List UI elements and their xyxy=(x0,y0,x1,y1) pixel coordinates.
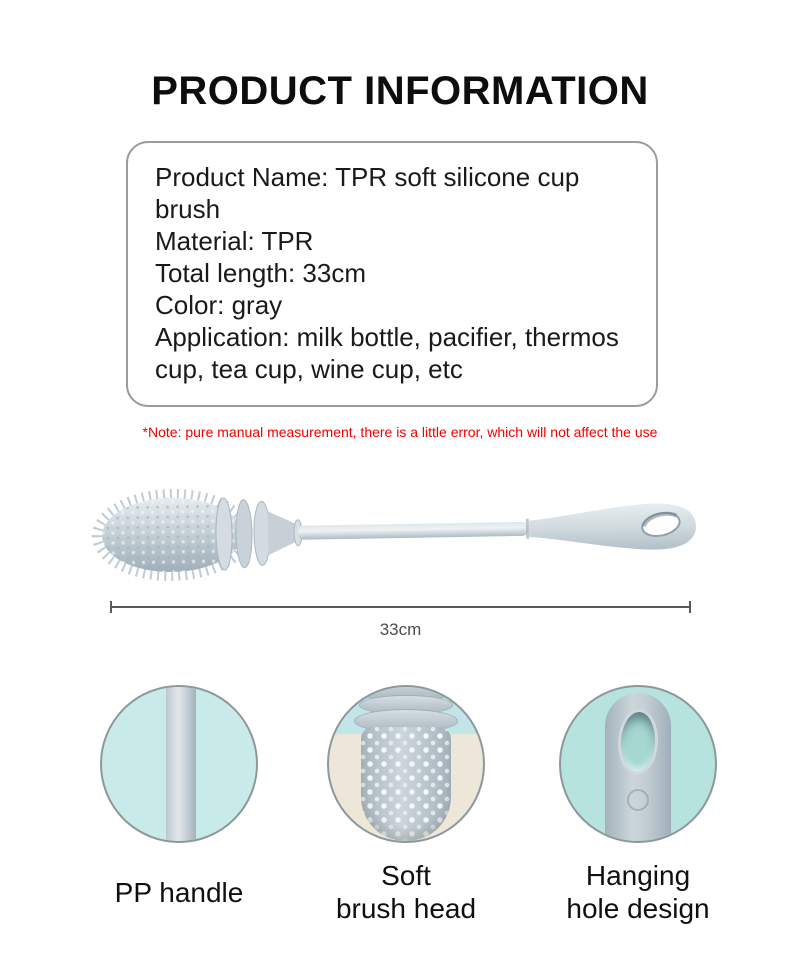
dimension-line xyxy=(110,606,691,608)
pp-handle-closeup-image xyxy=(100,685,258,843)
hanging-hole-icon xyxy=(616,708,659,776)
info-line-color: Color: gray xyxy=(155,290,283,320)
brush-ring xyxy=(235,500,252,568)
feature-label-hanging-hole xyxy=(528,857,748,927)
brush-body xyxy=(97,486,696,576)
feature-label-pp-handle xyxy=(69,857,289,927)
embossed-logo-icon xyxy=(627,789,649,811)
handle-rod-icon xyxy=(166,685,196,843)
feature-pp-handle xyxy=(69,685,289,927)
product-info-box xyxy=(126,141,658,407)
brush-ring xyxy=(253,501,270,565)
feature-label-line: brush head xyxy=(335,893,477,924)
feature-label-line: hole design xyxy=(566,893,710,924)
feature-hanging-hole xyxy=(528,685,748,927)
handle-end-icon xyxy=(605,693,671,843)
feature-label-line: Hanging xyxy=(585,860,691,891)
feature-soft-brush-head xyxy=(296,685,516,927)
dimension-annotation xyxy=(110,601,691,651)
page-title: PRODUCT INFORMATION xyxy=(151,68,649,113)
soft-brush-head-closeup-image xyxy=(327,685,485,843)
brush-head-bristles-icon xyxy=(361,727,451,841)
info-line-total-length: Total length: 33cm xyxy=(155,258,367,288)
hanging-hole-opening xyxy=(619,711,656,773)
info-line-application: Application: milk bottle, pacifier, thermos cup, tea cup, wine cup, etc xyxy=(155,322,619,384)
info-line-product-name: Product Name: TPR soft silicone cup brush xyxy=(155,162,580,224)
brush-shaft-joint xyxy=(526,519,529,539)
measurement-note: *Note: pure manual measurement, there is a little error, which will not affect the use xyxy=(142,424,658,440)
hanging-hole-closeup-image xyxy=(559,685,717,843)
dimension-tick-left xyxy=(110,601,112,613)
brush-shaft xyxy=(298,522,528,540)
dimension-label: 33cm xyxy=(379,620,422,639)
feature-label-line: Soft xyxy=(381,860,431,891)
info-line-material: Material: TPR xyxy=(155,226,314,256)
feature-label-line: PP handle xyxy=(114,876,244,908)
brush-illustration xyxy=(0,465,800,605)
brush-product-photo xyxy=(0,465,800,605)
feature-label-soft-brush-head xyxy=(296,857,516,927)
dimension-tick-right xyxy=(689,601,691,613)
